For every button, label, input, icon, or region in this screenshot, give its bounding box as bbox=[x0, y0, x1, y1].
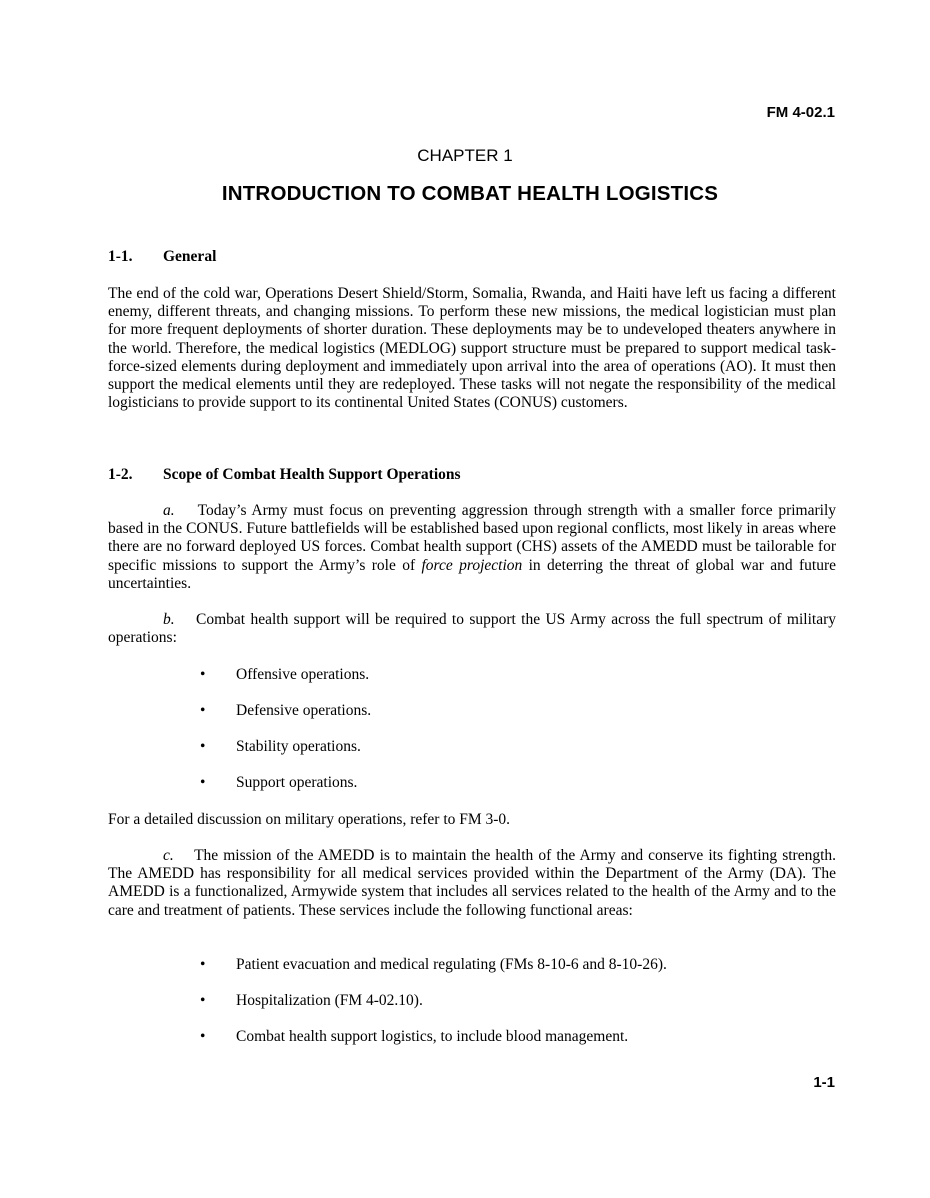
list-item: • Support operations. bbox=[200, 774, 358, 791]
paragraph-b-text: Combat health support will be required to support the US Army across the full spectrum of military operations: bbox=[108, 611, 836, 647]
section-number: 1-2. bbox=[108, 466, 133, 483]
paragraph-b bbox=[108, 611, 836, 647]
paragraph-a-text-end: in deterring the threat of global war and future uncertainties. bbox=[108, 556, 836, 592]
bullet-icon: • bbox=[200, 702, 206, 719]
reference-sentence: For a detailed discussion on military operations, refer to FM 3-0. bbox=[108, 811, 511, 828]
list-item: • Offensive operations. bbox=[200, 666, 370, 683]
list-item: • Defensive operations. bbox=[200, 702, 372, 719]
list-item: • Combat health support logistics, to include blood management. bbox=[200, 1028, 629, 1045]
bullet-icon: • bbox=[200, 774, 206, 791]
paragraph-letter: c. bbox=[163, 847, 174, 864]
paragraph-c-text: The mission of the AMEDD is to maintain the health of the Army and conserve its fighting strength. The AMEDD has responsibility for all medical services provided within the Department of the Army (DA). The AMEDD is a functionalized, Armywide system that includes all services related to the health of the Army and to the care and treatment of patients. These services include the following functional areas: bbox=[108, 847, 837, 919]
list-item: • Patient evacuation and medical regulating (FMs 8-10-6 and 8-10-26). bbox=[200, 956, 667, 973]
document-code: FM 4-02.1 bbox=[766, 104, 835, 121]
section-title: Scope of Combat Health Support Operations bbox=[163, 466, 461, 483]
operations-list bbox=[200, 666, 371, 810]
paragraph-c bbox=[108, 847, 836, 920]
section-heading-scope bbox=[108, 466, 461, 484]
bullet-icon: • bbox=[200, 956, 206, 973]
page-number: 1-1 bbox=[813, 1074, 835, 1091]
paragraph-letter: a. bbox=[163, 502, 175, 519]
chapter-label: CHAPTER 1 bbox=[417, 146, 513, 165]
list-item: • Stability operations. bbox=[200, 738, 361, 755]
section-title: General bbox=[163, 248, 217, 265]
bullet-icon: • bbox=[200, 992, 206, 1009]
bullet-icon: • bbox=[200, 666, 206, 683]
chapter-title: INTRODUCTION TO COMBAT HEALTH LOGISTICS bbox=[221, 182, 719, 205]
section-number: 1-1. bbox=[108, 248, 133, 265]
section-heading-general bbox=[108, 248, 216, 266]
paragraph-a-text: Today’s Army must focus on preventing aggression through strength with a smaller force primarily based in the CONUS. Future battlefields will be established based upon regional conflicts, most likely in areas where there are no forward deployed US forces. Combat health support (CHS) assets of the AMEDD must be tailorable for specific missions to support the Army’s role of bbox=[108, 502, 837, 574]
list-item: • Hospitalization (FM 4-02.10). bbox=[200, 992, 423, 1009]
functional-areas-list bbox=[200, 956, 667, 1064]
paragraph-a bbox=[108, 502, 836, 593]
general-paragraph: The end of the cold war, Operations Desert Shield/Storm, Somalia, Rwanda, and Haiti have left us facing a different enemy, different threats, and changing missions. To perform these new missions, the medical logistician must plan for more frequent deployments of shorter duration. These deployments may be to undeveloped theaters anywhere in the world. Therefore, the medical logistics (MEDLOG) support structure must be prepared to support medical task-force-sized elements during deployment and immediately upon arrival into the area of operations (AO). It must then support the medical elements until they are redeployed. These tasks will not negate the responsibility of the medical logisticians to provide support to its continental United States (CONUS) customers. bbox=[108, 285, 836, 412]
paragraph-letter: b. bbox=[163, 611, 175, 628]
bullet-icon: • bbox=[200, 1028, 206, 1045]
bullet-icon: • bbox=[200, 738, 206, 755]
emphasis-term: force projection bbox=[421, 556, 523, 574]
